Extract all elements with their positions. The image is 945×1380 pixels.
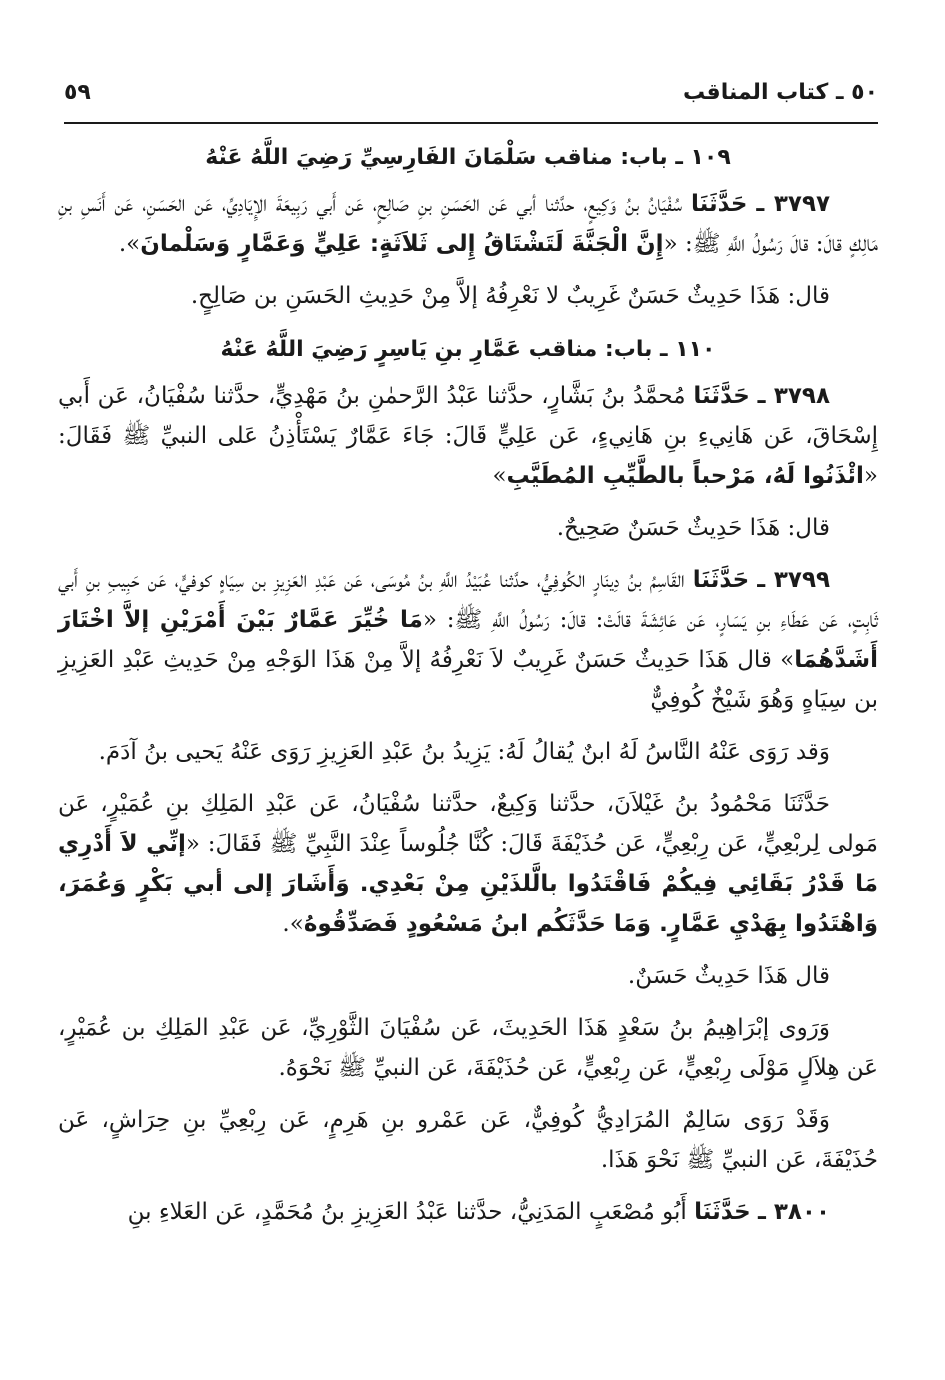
hadith-tail: ». <box>282 911 304 937</box>
section-heading: ١٠٩ ـ باب: مناقب سَلْمَانَ الفَارِسِيِّ رَضِيَ اللَّهُ عَنْهُ <box>205 145 731 170</box>
hadith-text: حَدَّثَنَا مَحْمُودُ بنُ غَيْلاَنَ، حدَّثنا وَكِيعٌ، حدَّثنا سُفْيَانُ، عَن عَبْدِ المَلِكِ بنِ عُمَيْرٍ، عَن مَولى لِربْعِيٍّ، عَن رِبْعِيٍّ، عَن حُذَيْفَةَ قَالَ: كُنَّا جُلُوساً عِنْدَ النَّبِيِّ ﷺ فَقَالَ: « <box>58 791 878 857</box>
commentary-paragraph: قال: هَذَا حَدِيثٌ حَسَنٌ غَرِيبٌ لا نَعْرِفُهُ إلاَّ مِنْ حَدِيثِ الحَسَنِ بن صَالِحٍ. <box>190 283 830 309</box>
hadith-matn: ائْذَنُوا لَهُ، مَرْحباً بالطَّيِّبِ المُطَيَّبِ <box>506 463 864 489</box>
chapter-title: ٥٠ ـ كتاب المناقب <box>683 80 878 105</box>
page-body <box>58 138 878 1244</box>
hadith-paragraph <box>58 784 878 944</box>
page-header <box>64 74 878 110</box>
commentary-paragraph: وَقَدْ رَوَى سَالِمٌ المُرَادِيُّ كُوفِيٌّ، عَن عَمْرو بنِ هَرِمٍ، عَن رِبْعِيِّ بنِ حِرَاشٍ، عَن حُذَيْفَةَ، عَن النبيِّ ﷺ نَحْوَ هَذَا. <box>58 1107 878 1173</box>
hadith-text: سُفْيَانُ بنُ وَكِيعٍ، حدَّثنا أبي عَن الحَسَنِ بنِ صَالِحٍ، عَن أَبي رَبِيعَةَ الإِيَادِيِّ، عَن الحَسَنِ، عَن أَنَسِ بنِ مَالِكٍ قالَ: قالَ رَسُولُ اللَّهِ ﷺ: « <box>58 191 878 257</box>
hadith-tail: » قال هَذَا حَدِيثٌ حَسَنٌ غَرِيبٌ لاَ نَعْرِفُهُ إلاَّ مِنْ هَذَا الوَجْهِ مِنْ حَدِيثِ عَبْدِ العَزِيزِ بن سِيَاهٍ وَهُوَ شَيْخٌ كُوفِيٌّ <box>58 647 878 713</box>
commentary-paragraph: وَقد رَوَى عَنْهُ النَّاسُ لَهُ ابنٌ يُقالُ لَهُ: يَزِيدُ بنُ عَبْدِ العَزِيزِ رَوَى عَنْهُ يَحيى بنُ آدَمَ. <box>98 739 830 765</box>
hadith-number: ٣٧٩٧ ـ <box>756 191 831 217</box>
hadith-lead: حَدَّثَنَا <box>692 567 750 593</box>
commentary-paragraph: قال هَذَا حَدِيثٌ حَسَنٌ. <box>627 963 830 989</box>
hadith-paragraph <box>58 184 878 264</box>
hadith-text: القَاسِمُ بنُ دِينَارٍ الكُوفِيُّ، حدَّثنا عُبَيْدُ اللَّهِ بنُ مُوسَى، عَن عَبْدِ العَزِيزِ بن سِيَاهٍ كوفيٍّ، عَن حَبِيبِ بنِ أَبي ثَابِتٍ، عَن عَطَاءِ بنِ يَسَارٍ، عَن عَائِشَةَ قالَتْ: قالَ: رَسُولُ اللَّهِ ﷺ: « <box>58 567 878 633</box>
commentary-paragraph: وَرَوى إبْرَاهِيمُ بنُ سَعْدٍ هَذَا الحَدِيثَ، عَن سُفْيَانَ الثَّوْرِيِّ، عَن عَبْدِ المَلِكِ بن عُمَيْرٍ، عَن هِلاَلٍ مَوْلَى رِبْعِيٍّ، عَن رِبْعِيٍّ، عَن حُذَيْفَةَ، عَن النبيِّ ﷺ نَحْوَهُ. <box>58 1015 878 1081</box>
hadith-paragraph <box>58 376 878 496</box>
hadith-matn: إنِّي لاَ أَدْرِي مَا قَدْرُ بَقَائِي فِيكُمْ فَاقْتَدُوا بالَّلذَيْنِ مِنْ بَعْدِي. وَأَشَارَ إلى أبي بَكْرٍ وَعُمَرَ، وَاهْتَدُوا بِهَدْيِ عَمَّارٍ. وَمَا حَدَّثَكُم ابنُ مَسْعُودٍ فَصَدِّقُوهُ <box>58 831 878 937</box>
commentary-paragraph: قال: هَذَا حَدِيثٌ حَسَنٌ صَحِيحٌ. <box>556 515 830 541</box>
hadith-matn: إِنَّ الْجَنَّةَ لَتَشْتَاقُ إِلى ثَلاَثَةٍ: عَلِيٍّ وَعَمَّارٍ وَسَلْمانَ <box>140 231 664 257</box>
hadith-number: ٣٧٩٩ ـ <box>757 567 831 593</box>
hadith-tail: ». <box>118 231 141 257</box>
hadith-paragraph <box>58 560 878 720</box>
section-heading: ١١٠ ـ باب: مناقب عَمَّارِ بنِ يَاسِرٍ رَضِيَ اللَّهُ عَنْهُ <box>220 337 716 362</box>
hadith-matn: مَا خُيِّرَ عَمَّارٌ بَيْنَ أَمْرَيْنِ إلاَّ اخْتَارَ أَشَدَّهُمَا <box>58 607 878 673</box>
hadith-text: أَبُو مُصْعَبٍ المَدَنِيُّ، حدَّثنا عَبْدُ العَزِيزِ بنُ مُحَمَّدٍ، عَن العَلاءِ بنِ <box>127 1199 687 1225</box>
hadith-number: ٣٨٠٠ ـ <box>757 1199 830 1225</box>
hadith-lead: حَدَّثَنَا <box>693 383 750 409</box>
header-rule <box>64 122 878 124</box>
hadith-lead: حَدَّثَنَا <box>690 191 748 217</box>
hadith-paragraph <box>58 1192 878 1232</box>
hadith-text: مُحمَّدُ بنُ بَشَّارٍ، حدَّثنا عَبْدُ الرَّحمٰنِ بنُ مَهْدِيٍّ، حدَّثنا سُفْيَانُ، عَن أَبي إِسْحَاقَ، عَن هَانِيءِ بنِ هَانِيءٍ، عَن عَلِيٍّ قَالَ: جَاءَ عَمَّارٌ يَسْتَأْذِنُ عَلى النبيِّ ﷺ فَقَالَ: « <box>58 383 879 489</box>
hadith-tail: » <box>492 463 507 489</box>
page-number: ٥٩ <box>64 80 91 105</box>
hadith-lead: حَدَّثَنَا <box>694 1199 751 1225</box>
hadith-number: ٣٧٩٨ ـ <box>757 383 830 409</box>
